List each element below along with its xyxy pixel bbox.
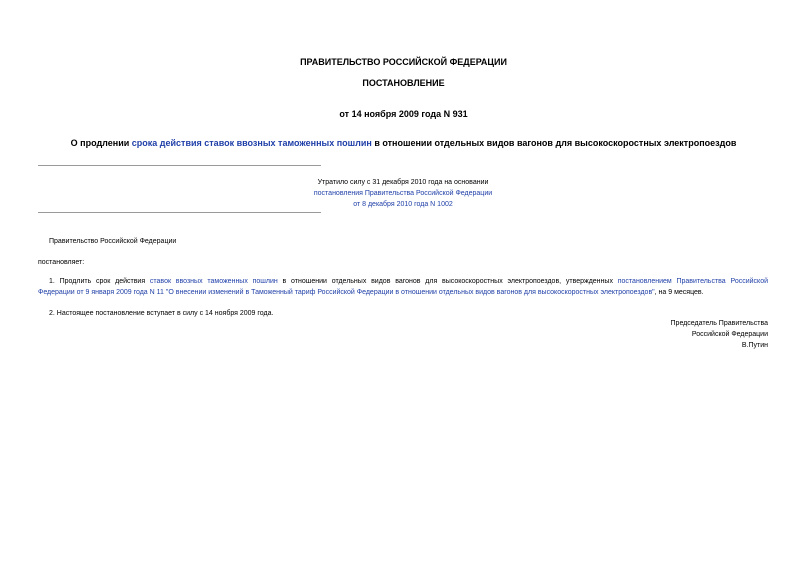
- signature-name: В.Путин: [741, 342, 768, 349]
- title-prefix: О продлении: [70, 138, 132, 148]
- title-link-customs-rates[interactable]: срока действия ставок ввозных таможенных пошлин: [131, 138, 372, 148]
- decree-title: [0, 138, 807, 149]
- resolves-text: постановляет:: [38, 259, 85, 266]
- issuer-text: Правительство Российской Федерации: [49, 238, 177, 245]
- p1-link-decree-part1[interactable]: постановлением Правительства Российской: [617, 278, 768, 285]
- p1-mid: в отношении отдельных видов вагонов для высокоскоростных электропоездов, утвержденных: [277, 278, 618, 285]
- paragraph-1-line-1: [38, 276, 768, 287]
- repeal-note-link-line1: [300, 188, 506, 199]
- government-heading: ПРАВИТЕЛЬСТВО РОССИЙСКОЙ ФЕДЕРАЦИИ: [300, 57, 507, 67]
- repeal-note-link-line2: [300, 199, 506, 210]
- divider-bottom: [38, 212, 321, 213]
- decree-heading: ПОСТАНОВЛЕНИЕ: [362, 78, 445, 88]
- p1-prefix: 1. Продлить срок действия: [49, 278, 150, 285]
- repeal-note-text: Утратило силу с 31 декабря 2010 года на основании: [317, 179, 489, 186]
- title-suffix: в отношении отдельных видов вагонов для высокоскоростных электропоездов: [371, 138, 737, 148]
- paragraph-2: 2. Настоящее постановление вступает в силу с 14 ноября 2009 года.: [49, 310, 274, 317]
- repeal-decree-date-link[interactable]: от 8 декабря 2010 года N 1002: [353, 201, 453, 208]
- p1-link-decree-part2[interactable]: Федерации от 9 января 2009 года N 11 "О внесении изменений в Таможенный тариф Российской Федерации в отношении отдельных видов вагонов для высокоскоростных электропоездов": [38, 289, 655, 296]
- divider-top: [38, 165, 321, 166]
- signature-org: Российской Федерации: [691, 331, 768, 338]
- repeal-decree-link[interactable]: постановления Правительства Российской Федерации: [313, 190, 493, 197]
- signature-title: Председатель Правительства: [670, 320, 768, 327]
- p1-suffix: , на 9 месяцев.: [654, 289, 704, 296]
- p1-link-customs-rates[interactable]: ставок ввозных таможенных пошлин: [149, 278, 278, 285]
- paragraph-1-line-2: [38, 287, 768, 298]
- decree-date-number: от 14 ноября 2009 года N 931: [339, 109, 468, 119]
